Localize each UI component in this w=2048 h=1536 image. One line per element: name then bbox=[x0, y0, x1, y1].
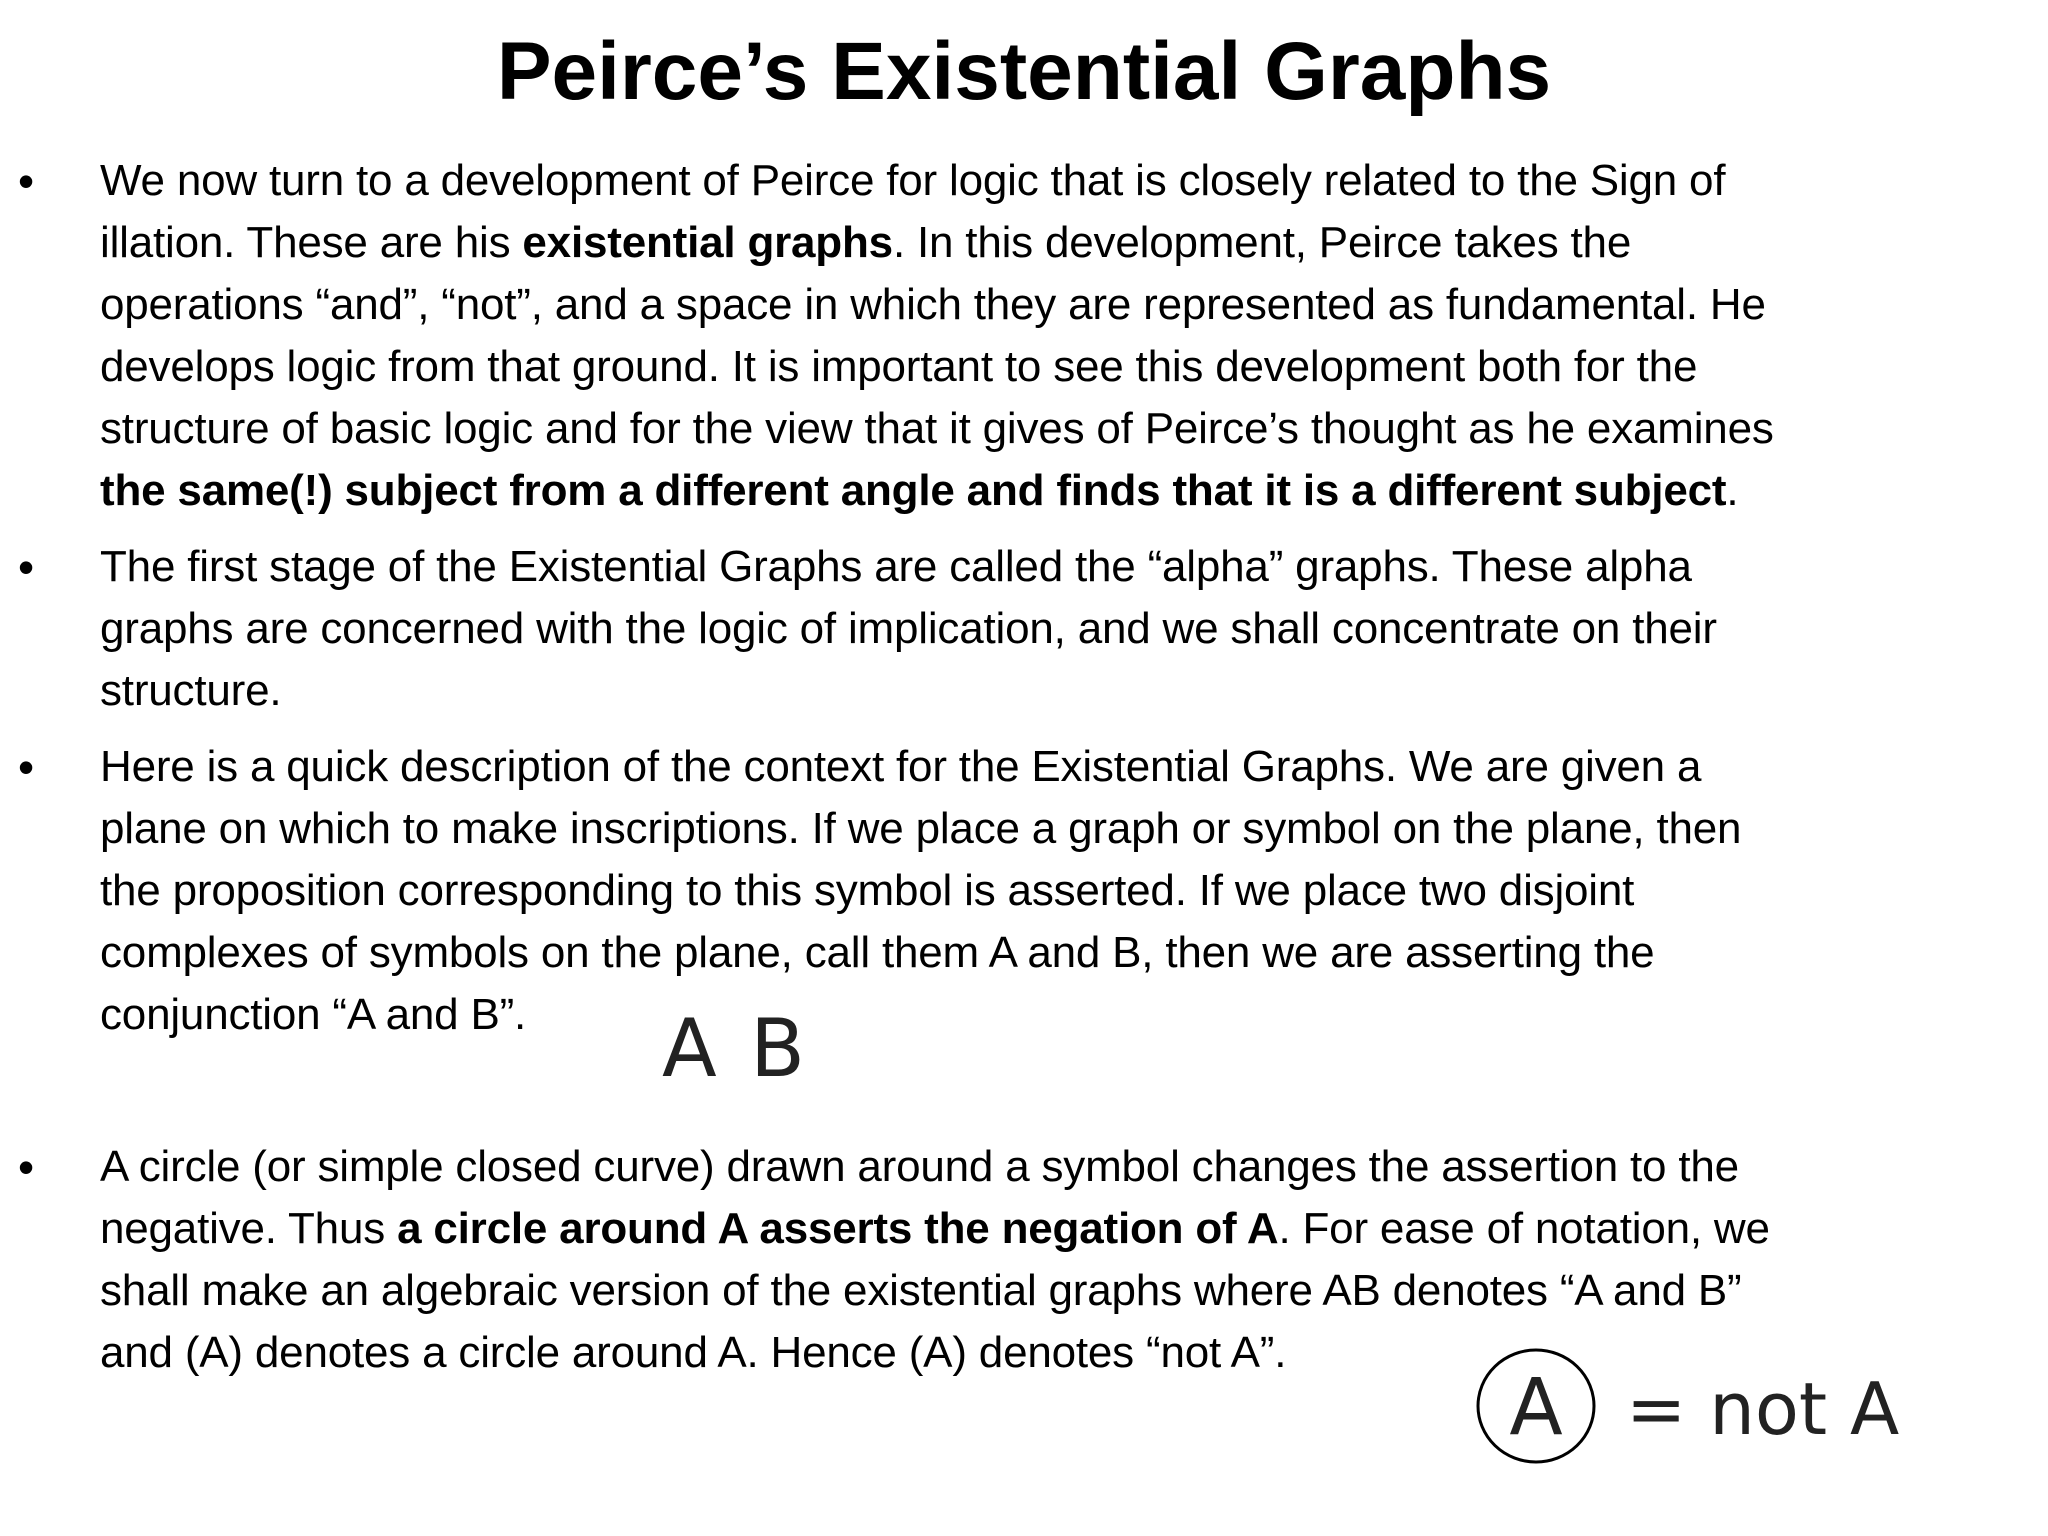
text-line bbox=[100, 598, 2020, 660]
text-line bbox=[100, 212, 2020, 274]
circled-a-diagram bbox=[1474, 1340, 1934, 1470]
bullet-dot: • bbox=[18, 741, 35, 793]
text-line bbox=[100, 460, 2020, 522]
text-segment: Here is a quick description of the context for the Existential Graphs. We are given a bbox=[100, 742, 1702, 791]
text-segment: structure. bbox=[100, 666, 282, 715]
text-segment: graphs are concerned with the logic of implication, and we shall concentrate on their bbox=[100, 604, 1717, 653]
text-segment: structure of basic logic and for the view that it gives of Peirce’s thought as he examines bbox=[100, 404, 1774, 453]
slide-title: Peirce’s Existential Graphs bbox=[496, 26, 1552, 117]
text-segment: complexes of symbols on the plane, call them A and B, then we are asserting the bbox=[100, 928, 1655, 977]
text-line bbox=[100, 536, 2020, 598]
text-segment: plane on which to make inscriptions. If we place a graph or symbol on the plane, then bbox=[100, 804, 1742, 853]
bullet-text bbox=[100, 536, 2020, 722]
text-segment: conjunction “A and B”. bbox=[100, 990, 527, 1039]
text-segment: shall make an algebraic version of the existential graphs where AB denotes “A and B” bbox=[100, 1266, 1742, 1315]
bold-text-segment: the same(!) subject from a different angle and finds that it is a different subject bbox=[100, 466, 1727, 515]
bullet-dot: • bbox=[18, 155, 35, 207]
text-line bbox=[100, 798, 2020, 860]
bullet-dot: • bbox=[18, 541, 35, 593]
bold-text-segment: a circle around A asserts the negation of A bbox=[397, 1204, 1279, 1253]
text-segment: . For ease of notation, we bbox=[1278, 1204, 1770, 1253]
text-segment: The first stage of the Existential Graphs are called the “alpha” graphs. These alpha bbox=[100, 542, 1692, 591]
text-line bbox=[100, 736, 2020, 798]
text-segment: operations “and”, “not”, and a space in which they are represented as fundamental. He bbox=[100, 280, 1766, 329]
text-segment: . In this development, Peirce takes the bbox=[892, 218, 1632, 267]
text-line bbox=[100, 274, 2020, 336]
text-line bbox=[100, 1198, 2020, 1260]
text-line bbox=[100, 1136, 2020, 1198]
text-line bbox=[100, 984, 2020, 1046]
text-segment: A circle (or simple closed curve) drawn around a symbol changes the assertion to the bbox=[100, 1142, 1739, 1191]
bullet-dot: • bbox=[18, 1141, 35, 1193]
text-segment: illation. These are his bbox=[100, 218, 523, 267]
text-line bbox=[100, 860, 2020, 922]
text-segment: develops logic from that ground. It is important to see this development both for the bbox=[100, 342, 1698, 391]
text-line bbox=[100, 150, 2020, 212]
bullet-text bbox=[100, 736, 2020, 1046]
text-segment: We now turn to a development of Peirce for logic that is closely related to the Sign of bbox=[100, 156, 1726, 205]
text-line bbox=[100, 398, 2020, 460]
text-line bbox=[100, 922, 2020, 984]
text-line bbox=[100, 660, 2020, 722]
text-line bbox=[100, 1260, 2020, 1322]
text-line bbox=[100, 336, 2020, 398]
text-segment: . bbox=[1726, 466, 1739, 515]
text-segment: negative. Thus bbox=[100, 1204, 398, 1253]
not-a-equation: = not A bbox=[1626, 1367, 1900, 1451]
ab-figure: A B bbox=[662, 1002, 810, 1095]
bold-text-segment: existential graphs bbox=[522, 218, 893, 267]
bullet-text bbox=[100, 150, 2020, 522]
text-segment: and (A) denotes a circle around A. Hence (A) denotes “not A”. bbox=[100, 1328, 1287, 1377]
text-segment: the proposition corresponding to this symbol is asserted. If we place two disjoint bbox=[100, 866, 1635, 915]
circled-letter: A bbox=[1509, 1363, 1563, 1453]
not-a-figure bbox=[1474, 1340, 1934, 1470]
